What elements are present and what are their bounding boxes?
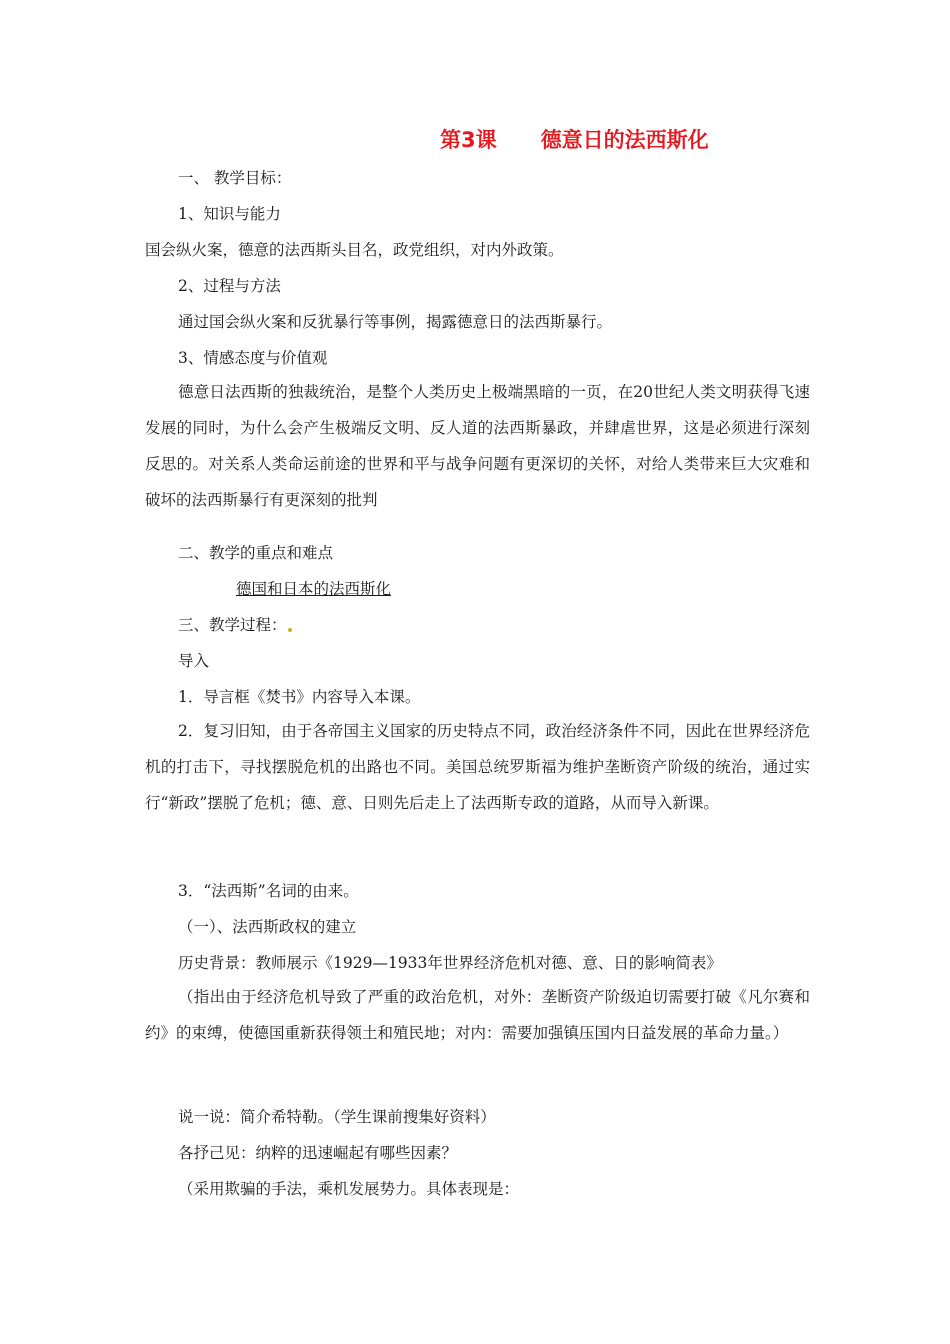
- page-title: [440, 124, 709, 154]
- section-heading-keypoints: 二、教学的重点和难点: [178, 544, 334, 562]
- text-background: 历史背景：教师展示《1929—1933年世界经济危机对德、意、日的影响简表》: [178, 954, 722, 972]
- subheading-knowledge: 1、知识与能力: [178, 205, 281, 223]
- text-views-note: （采用欺骗的手法，乘机发展势力。具体表现是：: [178, 1180, 520, 1198]
- text-process: 通过国会纵火案和反犹暴行等事例，揭露德意日的法西斯暴行。: [178, 313, 613, 331]
- subheading-process: 2、过程与方法: [178, 277, 281, 295]
- text-intro-item-2: 2．复习旧知，由于各帝国主义国家的历史特点不同，政治经济条件不同，因此在世界经济危机的打击下，寻找摆脱危机的出路也不同。美国总统罗斯福为维护垄断资产阶级的统治，通过实行“新政”摆脱了危机；德、意、日则先后走上了法西斯专政的道路，从而导入新课。: [145, 722, 810, 812]
- text-knowledge: 国会纵火案，德意的法西斯头目名，政党组织，对内外政策。: [145, 241, 564, 259]
- text-views: 各抒己见：纳粹的迅速崛起有哪些因素？: [178, 1144, 458, 1162]
- mark-dot: [288, 628, 292, 632]
- section-heading-objectives: 一、 教学目标：: [178, 169, 292, 187]
- text-background-note: （指出由于经济危机导致了严重的政治危机，对外：垄断资产阶级迫切需要打破《凡尔赛和约》的束缚，使德国重新获得领土和殖民地；对内：需要加强镇压国内日益发展的革命力量。）: [145, 988, 810, 1042]
- text-intro-item-1: 1．导言框《焚书》内容导入本课。: [178, 688, 421, 706]
- text-talk: 说一说：简介希特勒。（学生课前搜集好资料）: [178, 1108, 496, 1126]
- lesson-name: 德意日的法西斯化: [540, 128, 709, 152]
- process-heading-text: 三、教学过程：: [178, 616, 287, 634]
- text-attitude: 德意日法西斯的独裁统治，是整个人类历史上极端黑暗的一页，在20世纪人类文明获得飞速发展的同时，为什么会产生极端反文明、反人道的法西斯暴政，并肆虐世界，这是必须进行深刻反思的。对关系人类命运前途的世界和平与战争问题有更深切的关怀，对给人类带来巨大灾难和破坏的法西斯暴行有更深刻的批判: [145, 383, 810, 509]
- text-keypoints: 德国和日本的法西斯化: [236, 580, 392, 598]
- subsection-heading-regime: （一）、法西斯政权的建立: [178, 918, 357, 936]
- subheading-attitude: 3、情感态度与价值观: [178, 349, 328, 367]
- lesson-number: 第3课: [440, 128, 497, 152]
- text-intro-item-3: 3．“法西斯”名词的由来。: [178, 882, 359, 900]
- section-heading-process: [178, 615, 292, 635]
- text-intro: 导入: [178, 652, 210, 670]
